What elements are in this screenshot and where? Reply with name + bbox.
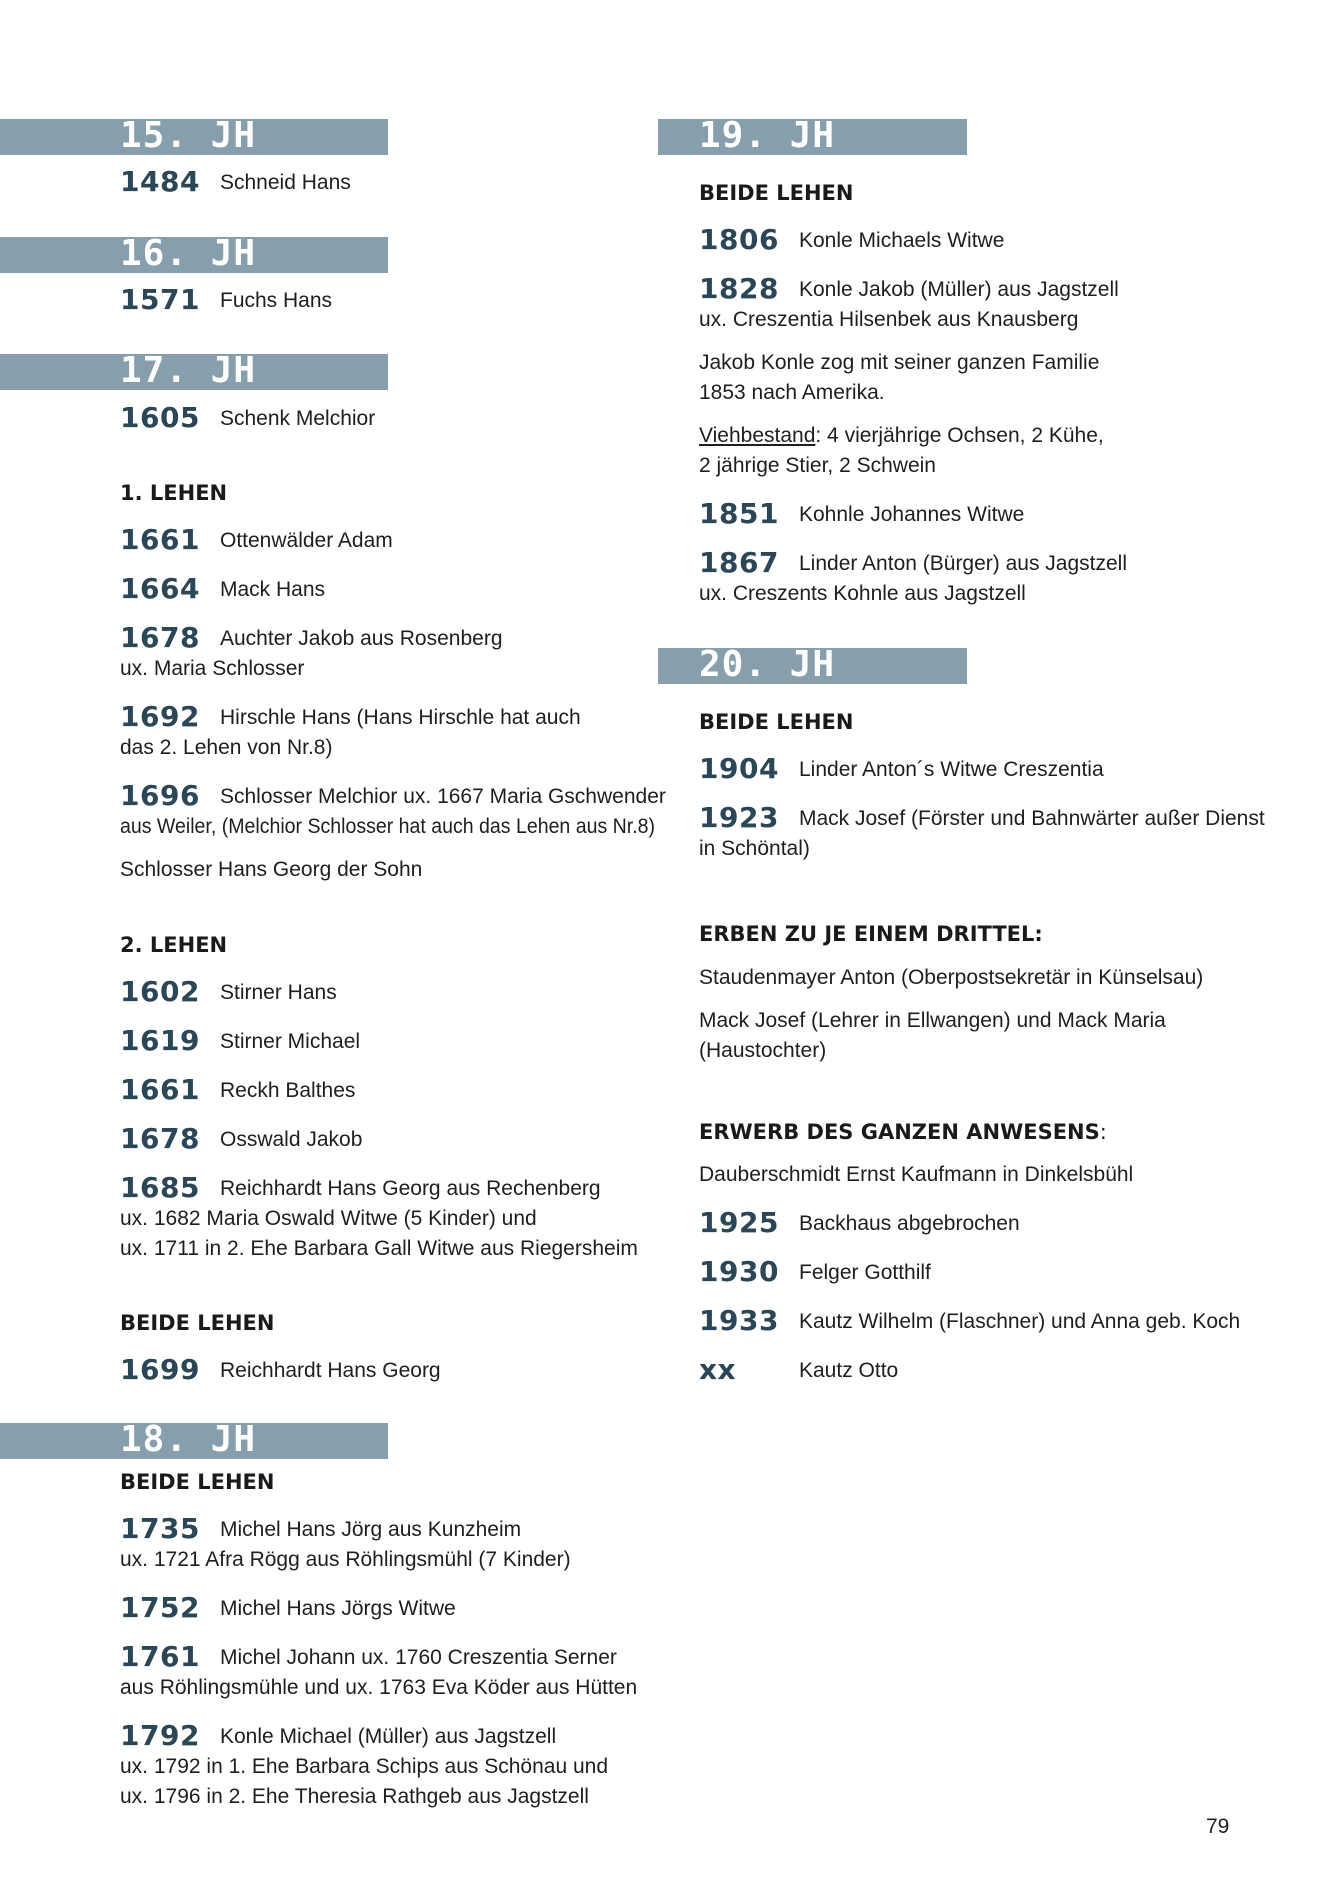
heir-text: (Haustochter) [699, 1039, 827, 1062]
section-heading: 2. LEHEN [120, 933, 228, 957]
entry-year: 1571 [120, 283, 200, 316]
entry-text: Reichhardt Hans Georg [220, 1359, 441, 1382]
entry-text-line: ux. Creszentia Hilsenbek aus Knausberg [699, 308, 1079, 331]
entry-text: Mack Hans [220, 578, 326, 601]
entry-year: 1930 [699, 1255, 779, 1288]
entry-text: Konle Michaels Witwe [799, 229, 1005, 252]
entry-text-line: das 2. Lehen von Nr.8) [120, 736, 333, 759]
century-title: 17. JH [120, 350, 257, 391]
entry-text: Auchter Jakob aus Rosenberg [220, 627, 503, 650]
note-text: 2 jährige Stier, 2 Schwein [699, 454, 936, 477]
entry-text: Ottenwälder Adam [220, 529, 393, 552]
entry-year: 1678 [120, 1122, 200, 1155]
century-header-18 [0, 1419, 388, 1460]
section-heading: ERBEN ZU JE EINEM DRITTEL: [699, 922, 1043, 946]
entry-text: Kautz Wilhelm (Flaschner) und Anna geb. Koch [799, 1310, 1241, 1333]
entry-year: 1792 [120, 1719, 200, 1752]
entry-year: 1923 [699, 801, 779, 834]
entry-text: Schenk Melchior [220, 407, 376, 430]
entry-text: Michel Hans Jörg aus Kunzheim [220, 1518, 522, 1541]
entry-text: Kautz Otto [799, 1359, 899, 1382]
entry-text: Michel Hans Jörgs Witwe [220, 1597, 456, 1620]
entry-year: 1605 [120, 401, 200, 434]
section-heading: BEIDE LEHEN [699, 181, 854, 205]
entry-text: Kohnle Johannes Witwe [799, 503, 1025, 526]
entry-text: Reichhardt Hans Georg aus Rechenberg [220, 1177, 601, 1200]
entry-text: Stirner Michael [220, 1030, 361, 1053]
entry-text: Schlosser Melchior ux. 1667 Maria Gschwender [220, 785, 666, 808]
century-title: 18. JH [120, 1419, 257, 1460]
entry-text-line: ux. Creszents Kohnle aus Jagstzell [699, 582, 1026, 605]
entry-year: 1619 [120, 1024, 200, 1057]
century-title: 15. JH [120, 115, 257, 156]
entry-text: Reckh Balthes [220, 1079, 356, 1102]
section-heading: BEIDE LEHEN [699, 710, 854, 734]
century-header-19 [658, 115, 967, 156]
entry-text: Osswald Jakob [220, 1128, 363, 1151]
entry-text: Mack Josef (Förster und Bahnwärter außer Dienst [799, 807, 1265, 830]
entry-year: 1699 [120, 1353, 200, 1386]
acquisition-text: Dauberschmidt Ernst Kaufmann in Dinkelsbühl [699, 1163, 1134, 1186]
entry-year: 1664 [120, 572, 200, 605]
century-header-15 [0, 115, 388, 156]
entry-year: 1602 [120, 975, 200, 1008]
century-header-17 [0, 350, 388, 391]
century-title: 20. JH [699, 644, 836, 685]
entry-year: xx [699, 1353, 737, 1386]
entry-text: Konle Michael (Müller) aus Jagstzell [220, 1725, 557, 1748]
entry-year: 1661 [120, 523, 200, 556]
acquisition-colon: : [1099, 1120, 1107, 1144]
page-number: 79 [1206, 1815, 1230, 1838]
entry-year: 1685 [120, 1171, 200, 1204]
century-title: 19. JH [699, 115, 836, 156]
entry-year: 1692 [120, 700, 200, 733]
entry-text: Backhaus abgebrochen [799, 1212, 1020, 1235]
entry-text: Konle Jakob (Müller) aus Jagstzell [799, 278, 1119, 301]
note-text: Schlosser Hans Georg der Sohn [120, 858, 423, 881]
entry-year: 1851 [699, 497, 779, 530]
entry-year: 1925 [699, 1206, 779, 1239]
entry-year: 1828 [699, 272, 779, 305]
entry-year: 1904 [699, 752, 779, 785]
entry-text-line: ux. 1796 in 2. Ehe Theresia Rathgeb aus Jagstzell [120, 1785, 589, 1808]
entry-text: Felger Gotthilf [799, 1261, 931, 1284]
acquisition-heading: ERWERB DES GANZEN ANWESENS [699, 1120, 1100, 1144]
entry-text-line: ux. 1711 in 2. Ehe Barbara Gall Witwe aus Riegersheim [120, 1237, 638, 1260]
entry-year: 1484 [120, 165, 200, 198]
entry-year: 1867 [699, 546, 779, 579]
livestock-note [699, 424, 1104, 448]
section-heading [699, 1120, 1107, 1144]
century-header-16 [0, 233, 388, 274]
entry-year: 1678 [120, 621, 200, 654]
entry-text-line: ux. 1721 Afra Rögg aus Röhlingsmühl (7 Kinder) [120, 1548, 571, 1571]
entry-year: 1752 [120, 1591, 200, 1624]
section-heading: BEIDE LEHEN [120, 1311, 275, 1335]
note-text: 1853 nach Amerika. [699, 381, 885, 404]
section-heading: BEIDE LEHEN [120, 1470, 275, 1494]
century-title: 16. JH [120, 233, 257, 274]
entry-text: Schneid Hans [220, 171, 351, 194]
entry-text: Hirschle Hans (Hans Hirschle hat auch [220, 706, 581, 729]
heir-text: Staudenmayer Anton (Oberpostsekretär in Künselsau) [699, 966, 1204, 989]
section-heading: 1. LEHEN [120, 481, 228, 505]
livestock-text: : 4 vierjährige Ochsen, 2 Kühe, [815, 424, 1104, 447]
century-header-20 [658, 644, 967, 685]
entry-text-line: ux. Maria Schlosser [120, 657, 305, 680]
entry-year: 1761 [120, 1640, 200, 1673]
entry-year: 1661 [120, 1073, 200, 1106]
entry-text: Linder Anton´s Witwe Creszentia [799, 758, 1104, 781]
entry-text: Fuchs Hans [220, 289, 333, 312]
livestock-label: Viehbestand [699, 424, 816, 447]
entry-year: 1933 [699, 1304, 779, 1337]
note-text: Jakob Konle zog mit seiner ganzen Familie [699, 351, 1100, 374]
heir-text: Mack Josef (Lehrer in Ellwangen) und Mack Maria [699, 1009, 1166, 1032]
entry-text-line: ux. 1792 in 1. Ehe Barbara Schips aus Schönau und [120, 1755, 609, 1778]
entry-year: 1696 [120, 779, 200, 812]
entry-year: 1806 [699, 223, 779, 256]
entry-text-line: in Schöntal) [699, 837, 810, 860]
entry-text-line: aus Weiler, (Melchior Schlosser hat auch das Lehen aus Nr.8) [120, 815, 655, 838]
entry-text: Linder Anton (Bürger) aus Jagstzell [799, 552, 1128, 575]
entry-text: Michel Johann ux. 1760 Creszentia Serner [220, 1646, 617, 1669]
entry-text-line: ux. 1682 Maria Oswald Witwe (5 Kinder) und [120, 1207, 537, 1230]
entry-text-line: aus Röhlingsmühle und ux. 1763 Eva Köder aus Hütten [120, 1676, 638, 1699]
entry-year: 1735 [120, 1512, 200, 1545]
entry-text: Stirner Hans [220, 981, 337, 1004]
